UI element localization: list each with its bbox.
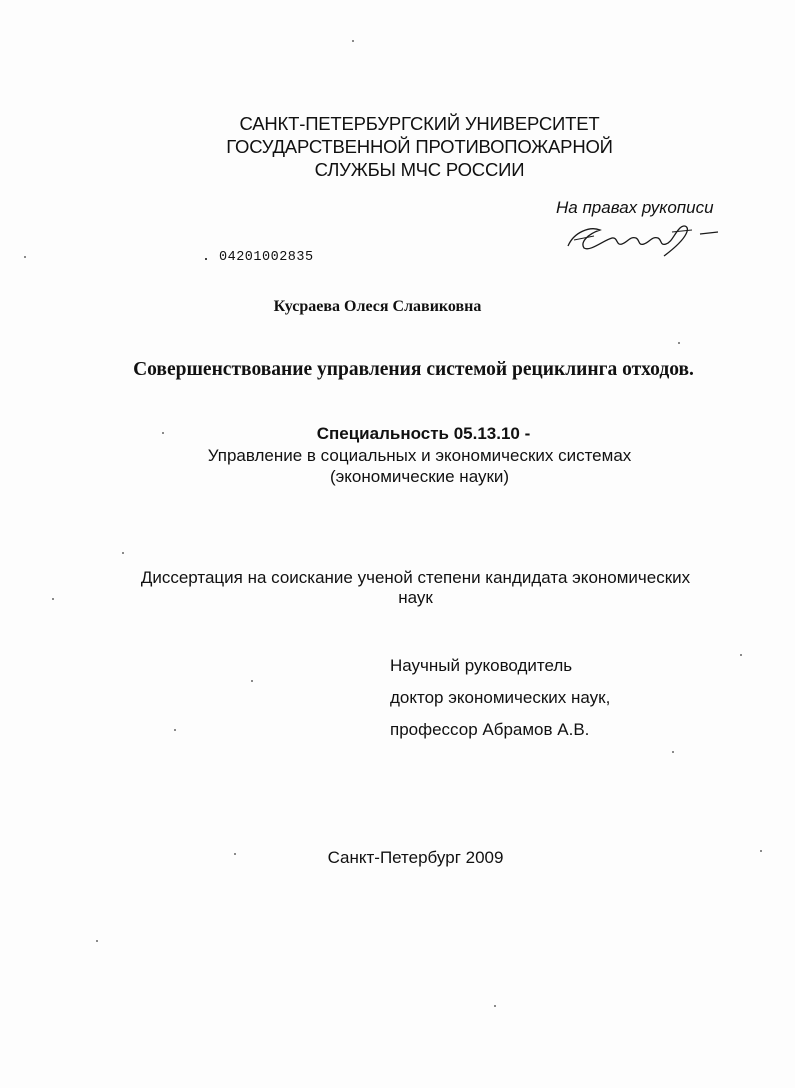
dissertation-line-1: Диссертация на соискание ученой степени кандидата экономических	[140, 568, 691, 587]
manuscript-rights-note: На правах рукописи	[556, 198, 714, 217]
university-line-2: ГОСУДАРСТВЕННОЙ ПРОТИВОПОЖАРНОЙ	[226, 136, 613, 157]
scan-speck	[740, 654, 742, 656]
registration-number: 04201002835	[219, 250, 314, 265]
scan-speck	[760, 850, 762, 852]
author-name: Кусраева Олеся Славиковна	[273, 298, 482, 315]
scientific-advisor	[390, 650, 610, 746]
scan-speck	[672, 751, 674, 753]
scan-speck	[678, 342, 680, 344]
handwritten-signature	[560, 212, 730, 260]
scan-speck	[24, 256, 26, 258]
scan-speck	[122, 552, 124, 554]
university-header	[22, 112, 795, 181]
university-line-1: САНКТ-ПЕТЕРБУРГСКИЙ УНИВЕРСИТЕТ	[239, 113, 600, 134]
advisor-degree: доктор экономических наук,	[390, 688, 611, 707]
scan-speck	[96, 940, 98, 942]
scan-speck	[174, 729, 176, 731]
university-line-3: СЛУЖБЫ МЧС РОССИИ	[314, 159, 525, 180]
dissertation-title: Совершенствование управления системой рециклинга отходов.	[133, 359, 694, 380]
scan-speck	[251, 680, 253, 682]
specialty-description	[22, 445, 795, 487]
advisor-role: Научный руководитель	[390, 656, 573, 675]
dissertation-line-2: наук	[398, 588, 433, 607]
scan-speck	[494, 1005, 496, 1007]
advisor-name: профессор Абрамов А.В.	[390, 720, 590, 739]
scan-speck	[352, 40, 354, 42]
city-year: Санкт-Петербург 2009	[327, 848, 504, 867]
scan-dot	[205, 258, 207, 260]
specialty-number: Специальность 05.13.10 -	[316, 424, 531, 443]
scan-speck	[234, 853, 236, 855]
specialty-line-3: (экономические науки)	[329, 467, 510, 486]
dissertation-degree	[18, 568, 795, 608]
scan-speck	[162, 432, 164, 434]
specialty-line-2: Управление в социальных и экономических системах	[207, 446, 632, 465]
scan-speck	[52, 598, 54, 600]
